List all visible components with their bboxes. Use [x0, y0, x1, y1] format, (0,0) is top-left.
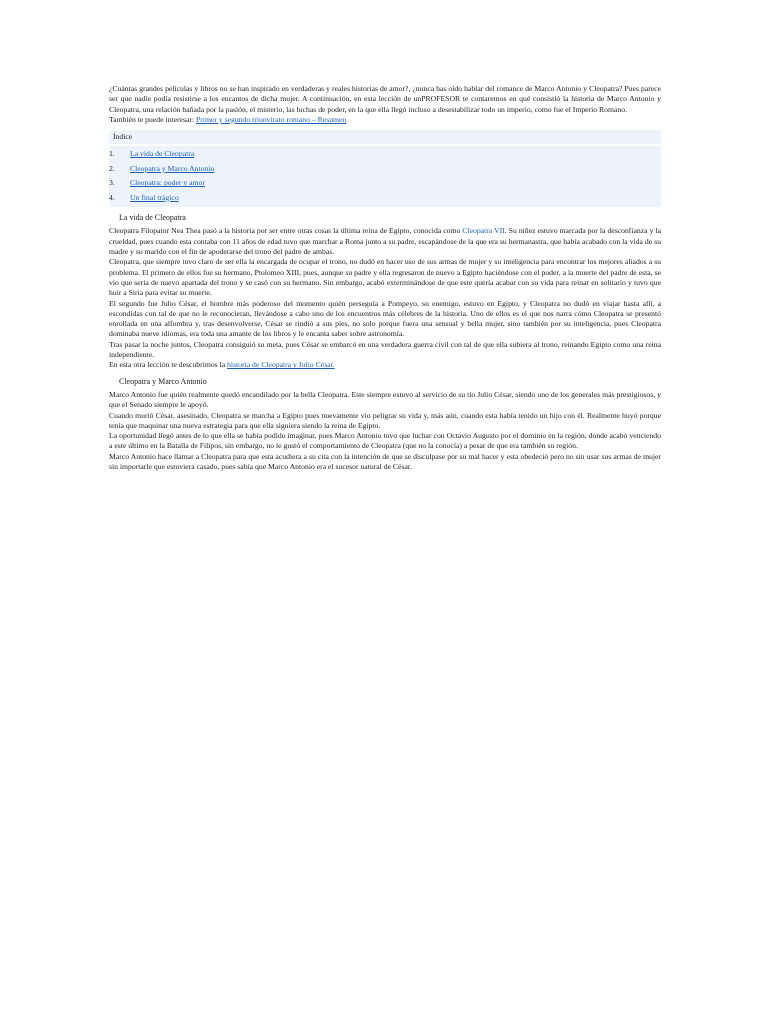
section1-paragraph-5: [109, 360, 661, 370]
section1-paragraph-4: Tras pasar la noche juntos, Cleopatra consiguió su meta, pues César se embarcó en una verdadera guerra civil con tal de que ella subiera al trono, reinando Egipto como una reina independiente.: [109, 339, 661, 360]
section2-paragraph-2: Cuando murió César, asesinado, Cleopatra se marcha a Egipto pues nuevamente vio peligrar su vida y, más aún, cuando esta había tenido un hijo con él. Realmente huyó porque tenía que maquinar una nueva estrategia para que ella siguiera siendo la reina de Egipto.: [109, 410, 661, 430]
also-interest-label: También te puede interesar:: [109, 114, 196, 124]
toc-list: [109, 146, 661, 207]
toc-item-number: 2.: [109, 163, 115, 173]
toc-item: [109, 176, 661, 191]
toc-item: [109, 191, 661, 206]
intro-paragraph: ¿Cuántas grandes películas y libros no se han inspirado en verdaderas y reales historias de amor?, ¿nunca has oído hablar del romance de Marco Antonio y Cleopatra? Pues parece ser que nadie podía resistirse a los encantos de dicha mujer. A continuación, en esta lección de unPROFESOR te contaremos en qué consistió la historia de Marco Antonio y Cleopatra, una relación bañada por la pasión, el misterio, las luchas de poder, en la que ella llegó incluso a desestabilizar todo un imperio, como fue el Imperio Romano.: [109, 84, 661, 114]
toc-link-poder-amor[interactable]: Cleopatra: poder y amor: [130, 178, 205, 188]
section2-paragraph-1: Marco Antonio fue quién realmente quedó encandilado por la bella Cleopatra. Este siempre estuvo al servicio de su tío Julio César, siendo uno de los generales más prestigiosos, y que el Senado siempre le apoyó.: [109, 389, 661, 410]
toc-item-number: 4.: [109, 192, 115, 202]
toc-item-number: 3.: [109, 178, 115, 188]
section1-paragraph-2: Cleopatra, que siempre tuvo claro de ser ella la encargada de ocupar el trono, no dudó en hacer uso de sus armas de mujer y su inteligencia para encontrar los mejores aliados a su problema. El primero de ellos fue su hermano, Ptolomeo XIII, pues, aunque su padre y ella regresaron de nuevo a Egipto haciéndose con el poder, a la muerte del padre de esta, se vio que sería de nuevo apartada del trono y se casó con su hermano. Sin embargo, acabó exterminándose de que este quería acabar con su vida para reinar en solitario y tuvo que huir a Siria para evitar su muerte.: [109, 257, 661, 298]
section2-paragraph-4: Marco Antonio hace llamar a Cleopatra para que esta acudiera a su cita con la intención de que se disculpase por su mal hacer y esta obedeció pero no sin usar sus armas de mujer sin importarle que estuviera casado, pues sabía que Marco Antonio era el sucesor natural de César.: [109, 451, 661, 472]
section1-paragraph-3: El segundo fue Julio César, el hombre más poderoso del momento quién perseguía a Pompeyo, su enemigo, estuvo en Egipto, y Cleopatra no dudó en viajar hasta allí, a escondidas con tal de que no le reconocieran, llevándose a cabo uno de los encuentros más célebres de la historia. Uno de ellos es el que nos narra cómo Cleopatra se presentó enrollada en una alfombra y, tras desenvolverse, César se rindió a sus pies, no solo porque fuera una sensual y bella mujer, sino también por su inteligencia, pues Cleopatra dominaba nueve idiomas, era toda una amante de los libros y le encanta saber sobre astronomía.: [109, 298, 661, 339]
toc-item: [109, 162, 661, 177]
toc-link-final-tragico[interactable]: Un final trágico: [130, 192, 179, 202]
cleopatra-vii-link[interactable]: Cleopatra VII: [462, 226, 505, 236]
section-heading-text: La vida de Cleopatra: [119, 213, 186, 223]
toc-title: Índice: [109, 130, 661, 146]
toc-link-vida-cleopatra[interactable]: La vida de Cleopatra: [130, 149, 195, 159]
toc-item-number: 1.: [109, 149, 115, 159]
section2-paragraph-3: La oportunidad llegó antes de lo que ella se había podido imaginar, pues Marco Antonio tuvo que luchar con Octavio Augusto por el dominio en la región, donde acabó venciendo a este último en la Batalla de Filipos, sin embargo, no le gustó el comportamiento de Cleopatra (que no la conocía) a pesar de que era también su región.: [109, 431, 661, 451]
section-heading-cleopatra-marco-antonio: [119, 377, 661, 387]
section1-paragraph-1: [109, 226, 661, 257]
related-article-link[interactable]: Primer y segundo triunvirato romano – Resumen: [195, 114, 347, 124]
toc-item: [109, 147, 661, 162]
paragraph-text: . Su niñez estuvo marcada por la desconfianza y la crueldad, pues cuando esta contaba con 11 años de edad tuvo que marchar a Roma junto a su padre, escapándose de la que era su hermanastra, que había acabado con la vida de su madre y su marido con el fin de apoderarse del trono del padre de ambas.: [109, 226, 661, 257]
also-interest-line: [109, 115, 661, 125]
paragraph-text: Cleopatra Filopator Nea Thea pasó a la historia por ser entre otras cosas la última reina de Egipto, conocida como: [109, 226, 463, 236]
toc-link-cleopatra-marco-antonio[interactable]: Cleopatra y Marco Antonio: [130, 163, 215, 173]
article-body: [109, 84, 661, 472]
section-heading-vida-cleopatra: [119, 213, 661, 223]
cleopatra-julio-cesar-link[interactable]: historia de Cleopatra y Julio César.: [227, 360, 335, 370]
paragraph-text: En esta otra lección te descubrimos la: [109, 360, 228, 370]
table-of-contents: [109, 130, 661, 207]
section-heading-text: Cleopatra y Marco Antonio: [119, 376, 207, 386]
